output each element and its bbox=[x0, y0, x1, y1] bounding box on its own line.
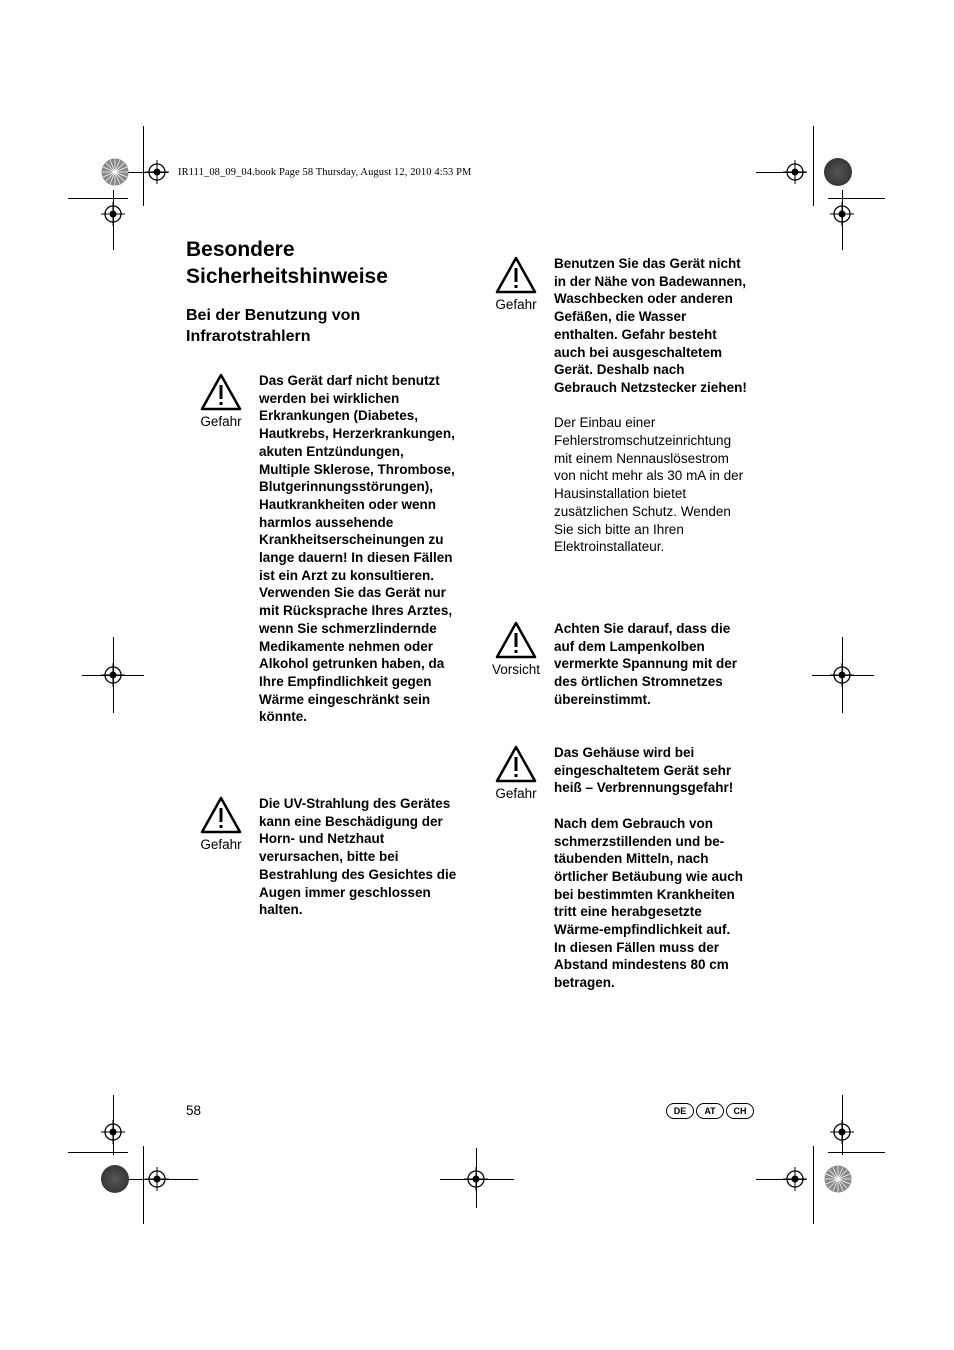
warning-text: Das Gehäuse wird bei eingeschaltetem Gerät sehr heiß – Verbrennungsgefahr! bbox=[554, 745, 734, 796]
warning-text-2: Nach dem Gebrauch von schmerzstillenden und be-täubenden Mitteln, nach örtlicher Betäubung wie auch bei bestimmten Krankheiten tritt eine herabgesetzte Wärme-empfindlichkeit auf. bbox=[554, 815, 744, 938]
color-rosette-icon bbox=[824, 158, 852, 186]
warning-label: Gefahr bbox=[200, 837, 242, 852]
caution-text: Achten Sie darauf, dass die auf dem Lampenkolben vermerkte Spannung mit der des örtlichen Stromnetzes übereinstimmt. bbox=[554, 621, 738, 707]
warning-text-3: In diesen Fällen muss der Abstand mindestens 80 cm betragen. bbox=[554, 939, 729, 991]
warning-label: Gefahr bbox=[495, 786, 537, 801]
warning-triangle-icon bbox=[199, 372, 243, 412]
page-number: 58 bbox=[186, 1103, 202, 1118]
book-header-line: IR111_08_09_04.book Page 58 Thursday, August 12, 2010 4:53 PM bbox=[178, 167, 472, 178]
warning-text: Das Gerät darf nicht benutzt werden bei wirklichen Erkrankungen (Diabetes, Hautkrebs, Herzerkrankungen, akuten Entzündungen, Multiple Sklerose, Thrombose, Blutgerinnungsstörungen), Hautkrankheiten oder wenn harmlos aussehende Krankheitserscheinungen zu lange dauern! In diesen Fällen ist ein Arzt zu konsultieren. Verwenden Sie das Gerät nur mit Rücksprache Ihres Arztes, wenn Sie schmerzlindernde Medikamente nehmen oder Alkohol getrunken haben, da Ihre Empfindlichkeit gegen Wärme eingeschränkt sein könnte. bbox=[259, 373, 455, 725]
color-rosette-icon bbox=[101, 1165, 129, 1193]
country-badge-ch: CH bbox=[726, 1103, 754, 1119]
warning-label: Gefahr bbox=[200, 414, 242, 429]
caution-label: Vorsicht bbox=[491, 662, 541, 677]
country-badge-at: AT bbox=[696, 1103, 724, 1119]
warning-label: Gefahr bbox=[495, 297, 537, 312]
warning-text: Die UV-Strahlung des Gerätes kann eine Beschädigung der Horn- und Netzhaut verursachen, bitte bei Bestrahlung des Gesichtes die Augen immer geschlossen halten. bbox=[259, 796, 457, 918]
warning-triangle-icon bbox=[199, 795, 243, 835]
country-badges bbox=[666, 1103, 754, 1119]
warning-triangle-icon bbox=[494, 255, 538, 295]
info-text: Der Einbau einer Fehlerstromschutzeinrichtung mit einem Nennauslösestrom von nicht mehr als 30 mA in der Hausinstallation bietet zusätzlichen Schutz. Wenden Sie sich bitte an Ihren Elektroinstallateur. bbox=[554, 415, 744, 555]
warning-triangle-icon bbox=[494, 620, 538, 660]
warning-triangle-icon bbox=[494, 744, 538, 784]
country-badge-de: DE bbox=[666, 1103, 694, 1119]
warning-text: Benutzen Sie das Gerät nicht in der Nähe von Badewannen, Waschbecken oder anderen Gefäßen, die Wasser enthalten. Gefahr besteht auch bei ausgeschaltetem Gerät. Deshalb nach Gebrauch Netzstecker ziehen! bbox=[554, 256, 747, 395]
section-subtitle: Bei der Benutzung von Infrarotstrahlern bbox=[186, 307, 361, 345]
page-title: Besondere Sicherheitshinweise bbox=[186, 238, 388, 288]
